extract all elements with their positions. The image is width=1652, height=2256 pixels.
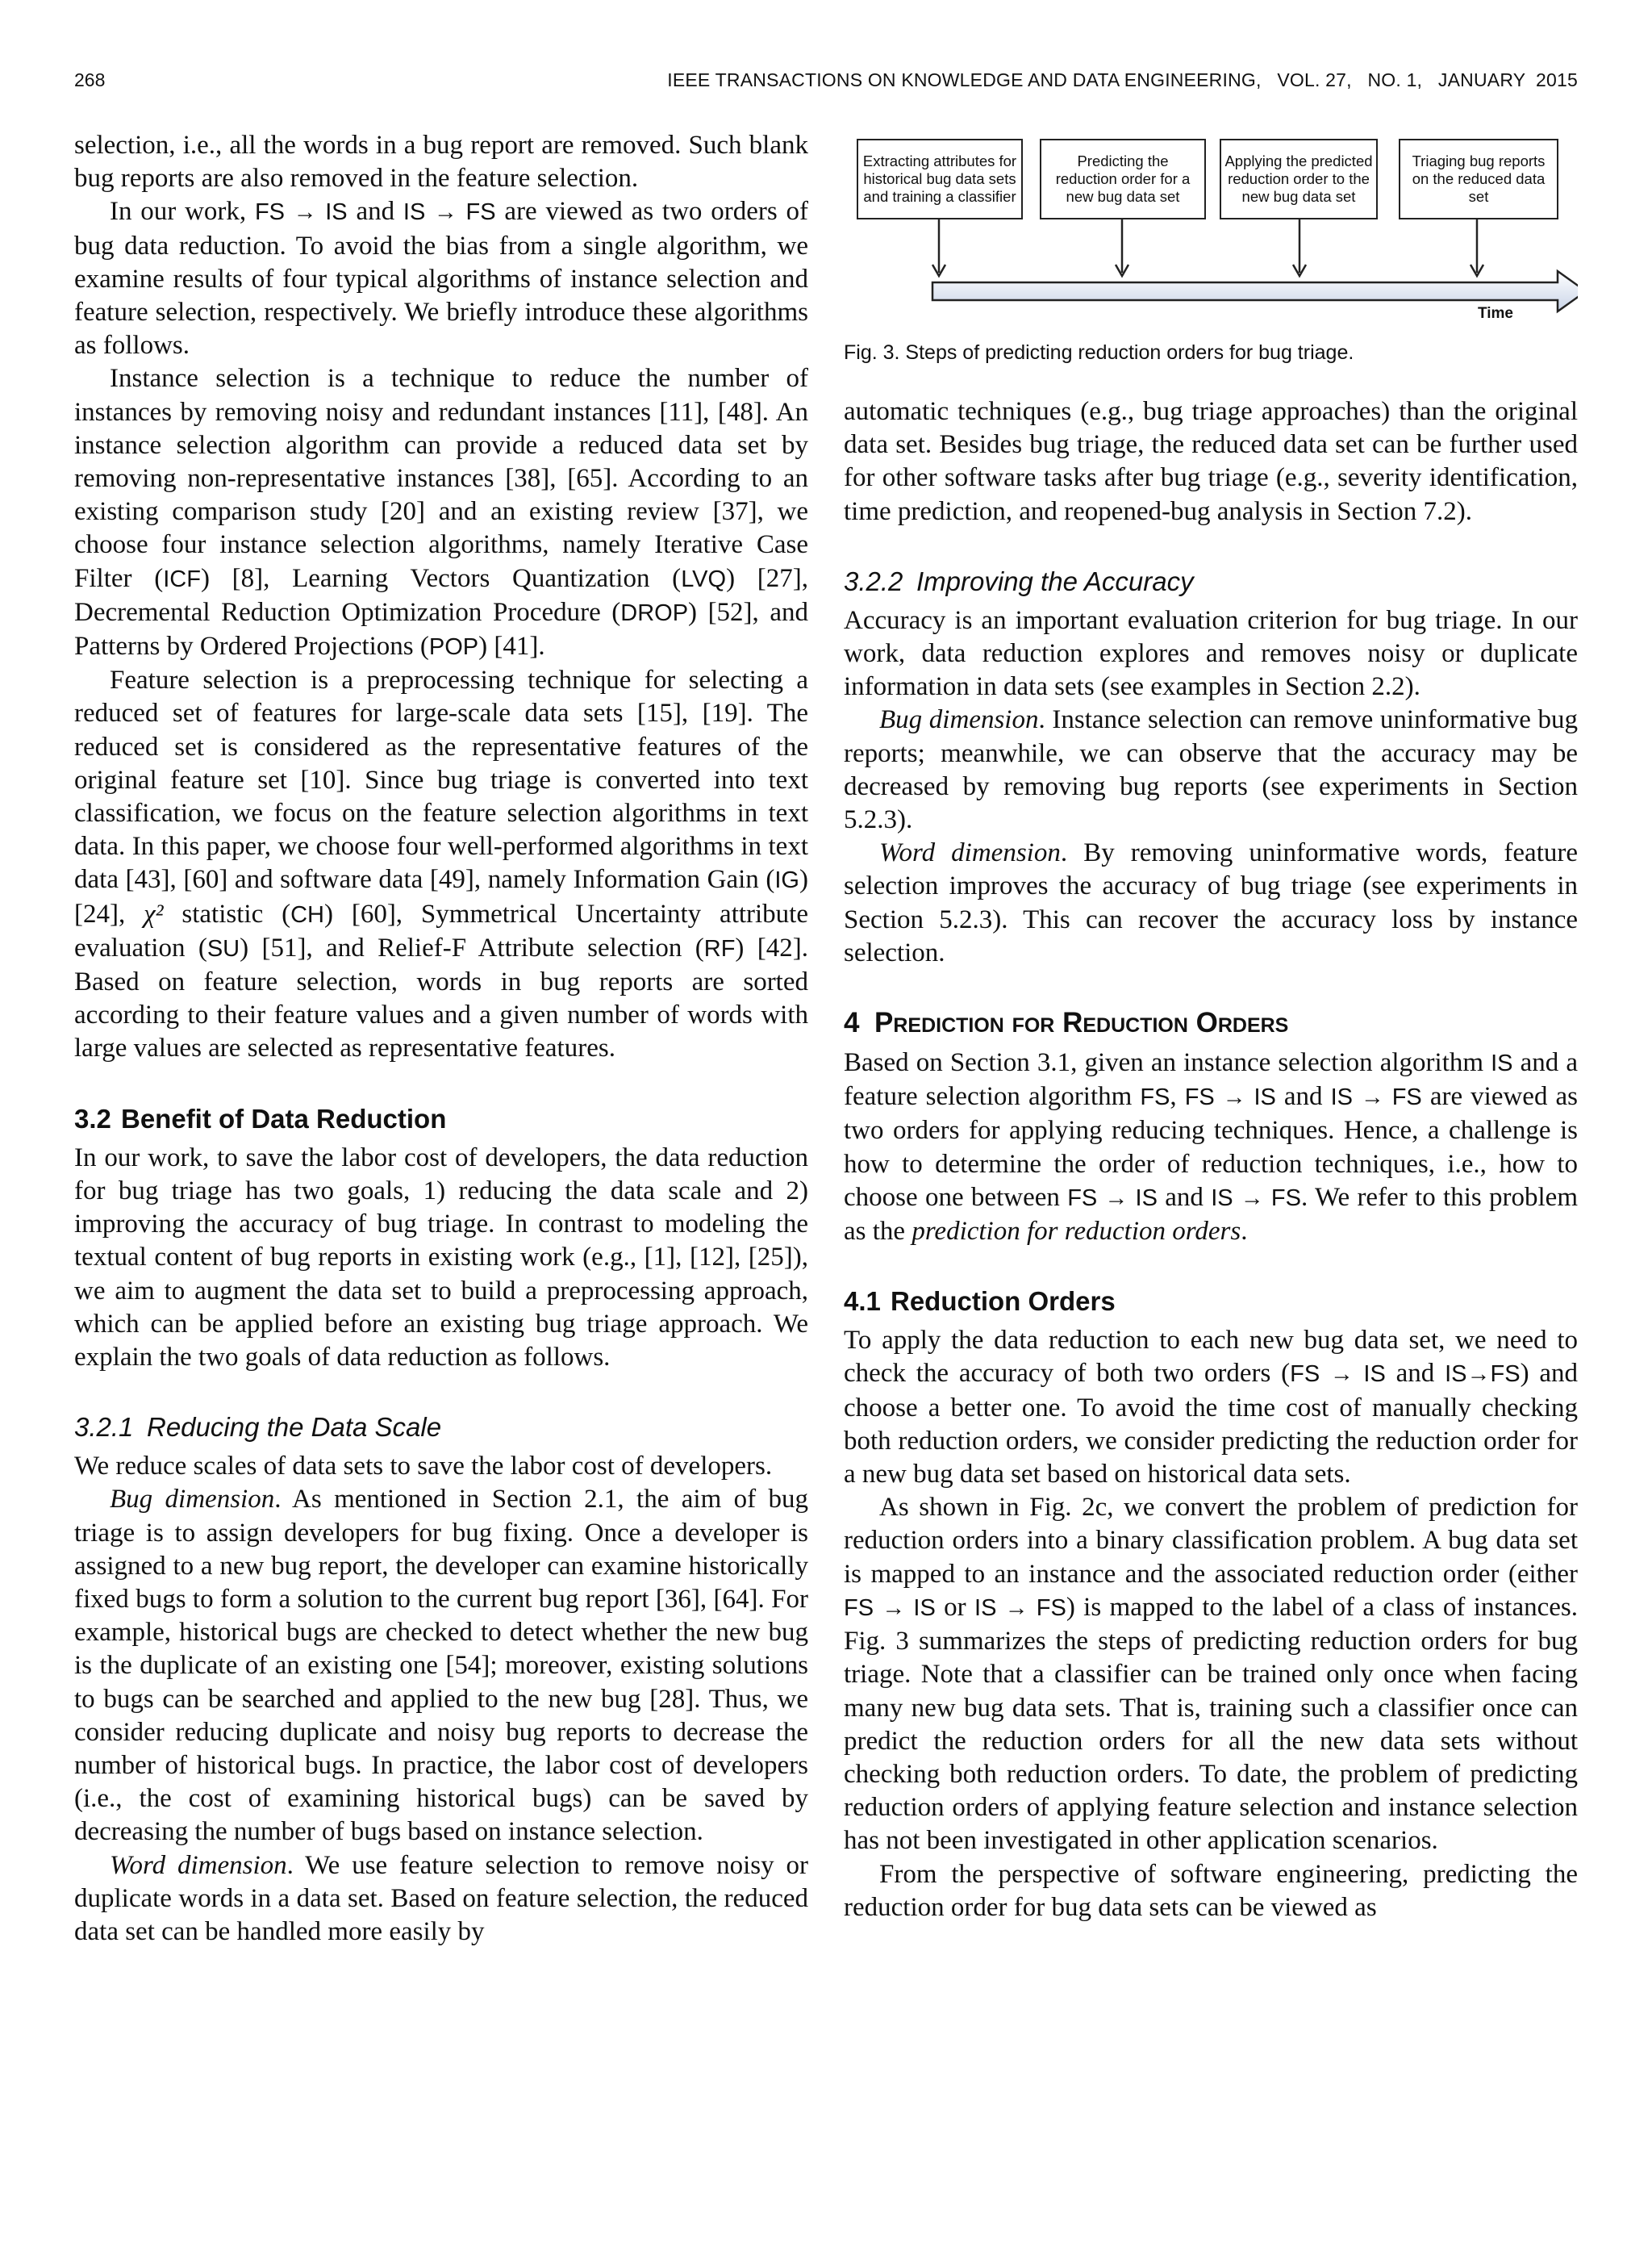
step-box-2: Predicting the reduction order for a new bug data set: [1040, 139, 1206, 219]
page-number: 268: [74, 69, 106, 90]
paragraph: selection, i.e., all the words in a bug report are removed. Such blank bug reports are also removed in the feature selection.: [74, 131, 808, 194]
time-axis-label: Time: [1478, 305, 1514, 322]
step-box-4: Triaging bug reports on the reduced data set: [1399, 139, 1558, 219]
figure-3: [844, 129, 1578, 371]
paragraph: From the perspective of software engineering, predicting the reduction order for bug data sets can be viewed as: [844, 1859, 1578, 1922]
paragraph: In our work, to save the labor cost of developers, the data reduction for bug triage has two goals, 1) reducing the data scale and 2) improving the accuracy of bug triage. In contrast to modeling the textual content of bug reports in existing work (e.g., [1], [12], [25]), we aim to augment the data set to build a preprocessing approach, which can be applied before an existing bug triage approach. We explain the two goals of data reduction as follows.: [74, 1143, 808, 1372]
subsection-heading-3-2-1: 3.2.1 Reducing the Data Scale: [74, 1412, 442, 1443]
section-heading-3-2: 3.2 Benefit of Data Reduction: [74, 1103, 447, 1134]
paragraph: In our work, FS → IS and IS → FS are viewed as two orders of bug data reduction. To avoid the bias from a single algorithm, we examine results of four typical algorithms of instance selection and feature selection, respectively. We briefly introduce these algorithms as follows.: [74, 197, 808, 361]
step-box-3: Applying the predicted reduction order to the new bug data set: [1220, 139, 1378, 219]
paragraph-bug-dimension: Bug dimension. Instance selection can remove uninformative bug reports; meanwhile, we can observe that the accuracy may be decreased by removing bug reports (see experiments in Section 5.2.3).: [844, 705, 1578, 835]
paragraph-feature-selection: Feature selection is a preprocessing technique for selecting a reduced set of features for large-scale data sets [15], [19]. The reduced set is considered as the representative features of the original feature set [10]. Since bug triage is converted into text classification, we focus on the feature selection algorithms in text data. In this paper, we choose four well-performed algorithms in text data [43], [60] and software data [49], namely Information Gain (IG) [24], χ² statistic (CH) [60], Symmetrical Uncertainty attribute evaluation (SU) [51], and Relief-F Attribute selection (RF) [42]. Based on feature selection, words in bug reports are sorted according to their feature values and a given number of words with large values are selected as representative features.: [74, 666, 809, 1063]
left-column: [74, 129, 808, 1949]
paragraph: As shown in Fig. 2c, we convert the problem of prediction for reduction orders into a binary classification problem. A bug data set is mapped to an instance and the associated reduction order (either FS → IS or IS → FS) is mapped to the label of a class of instances. Fig. 3 summarizes the steps of predicting reduction orders for bug triage. Note that a classifier can be trained only once when facing many new bug data sets. That is, training such a classifier once can predict the reduction orders for all the new data sets without checking both reduction orders. To date, the problem of predicting reduction orders of applying feature selection and instance selection has not been investigated in other application scenarios.: [844, 1493, 1578, 1856]
paragraph-word-dimension: Word dimension. By removing uninformative words, feature selection improves the accuracy of bug triage (see experiments in Section 5.2.3). This can recover the accuracy loss by instance selection.: [844, 838, 1578, 967]
paragraph-instance-selection: Instance selection is a technique to reduce the number of instances by removing noisy and redundant instances [11], [48]. An instance selection algorithm can provide a reduced data set by removing non-representative instances [38], [65]. According to an existing comparison study [20] and an existing review [37], we choose four instance selection algorithms, namely Iterative Case Filter (ICF) [8], Learning Vectors Quantization (LVQ) [27], Decremental Reduction Optimization Procedure (DROP) [52], and Patterns by Ordered Projections (POP) [41].: [74, 364, 809, 662]
paragraph-bug-dimension: Bug dimension. As mentioned in Section 2.1, the aim of bug triage is to assign developers for bug fixing. Once a developer is assigned to a new bug report, the developer can examine historically fixed bugs to form a solution to the current bug report [36], [64]. For example, historical bugs are checked to detect whether the new bug is the duplicate of an existing one [54]; moreover, existing solutions to bugs can be searched and applied to the new bug [28]. Thus, we consider reducing duplicate and noisy bug reports to decrease the number of historical bugs. In practice, the labor cost of developers (i.e., the cost of examining historical bugs) can be saved by decreasing the number of bugs based on instance selection.: [74, 1485, 808, 1847]
section-heading-4: 4 Prediction for Reduction Orders: [844, 1007, 1289, 1039]
running-header: [74, 69, 1578, 102]
paragraph-word-dimension: Word dimension. We use feature selection to remove noisy or duplicate words in a data set. Based on feature selection, the reduced data set can be handled more easily by: [74, 1850, 808, 1946]
paragraph: Based on Section 3.1, given an instance selection algorithm IS and a feature selection algorithm FS, FS → IS and IS → FS are viewed as two orders for applying reducing techniques. Hence, a challenge is how to determine the order of reduction techniques, i.e., how to choose one between FS → IS and IS → FS. We refer to this problem as the prediction for reduction orders.: [844, 1048, 1579, 1247]
subsection-heading-3-2-2: 3.2.2 Improving the Accuracy: [844, 566, 1194, 596]
paragraph: Accuracy is an important evaluation criterion for bug triage. In our work, data reduction explores and removes noisy or duplicate information in data sets (see examples in Section 2.2).: [844, 605, 1578, 702]
paragraph: To apply the data reduction to each new bug data set, we need to check the accuracy of both two orders (FS → IS and IS→FS) and choose a better one. To avoid the time cost of manually checking both reduction orders, we consider predicting the reduction order for a new bug data set based on historical data sets.: [844, 1326, 1578, 1489]
paragraph: automatic techniques (e.g., bug triage approaches) than the original data set. Besides bug triage, the reduced data set can be further used for other software tasks after bug triage (e.g., severity identification, time prediction, and reopened-bug analysis in Section 7.2).: [844, 397, 1578, 526]
right-column: [844, 129, 1578, 1924]
order-fs-is: FS → IS: [254, 199, 348, 226]
step-box-1: Extracting attributes for historical bug data sets and training a classifier: [857, 139, 1023, 219]
section-heading-4-1: 4.1 Reduction Orders: [844, 1286, 1116, 1317]
figure-caption: Fig. 3. Steps of predicting reduction orders for bug triage.: [844, 341, 1354, 364]
paragraph: We reduce scales of data sets to save the labor cost of developers.: [74, 1452, 773, 1481]
journal-title: IEEE TRANSACTIONS ON KNOWLEDGE AND DATA ENGINEERING, VOL. 27, NO. 1, JANUARY 2015: [667, 69, 1578, 90]
order-is-fs: IS → FS: [403, 199, 496, 226]
